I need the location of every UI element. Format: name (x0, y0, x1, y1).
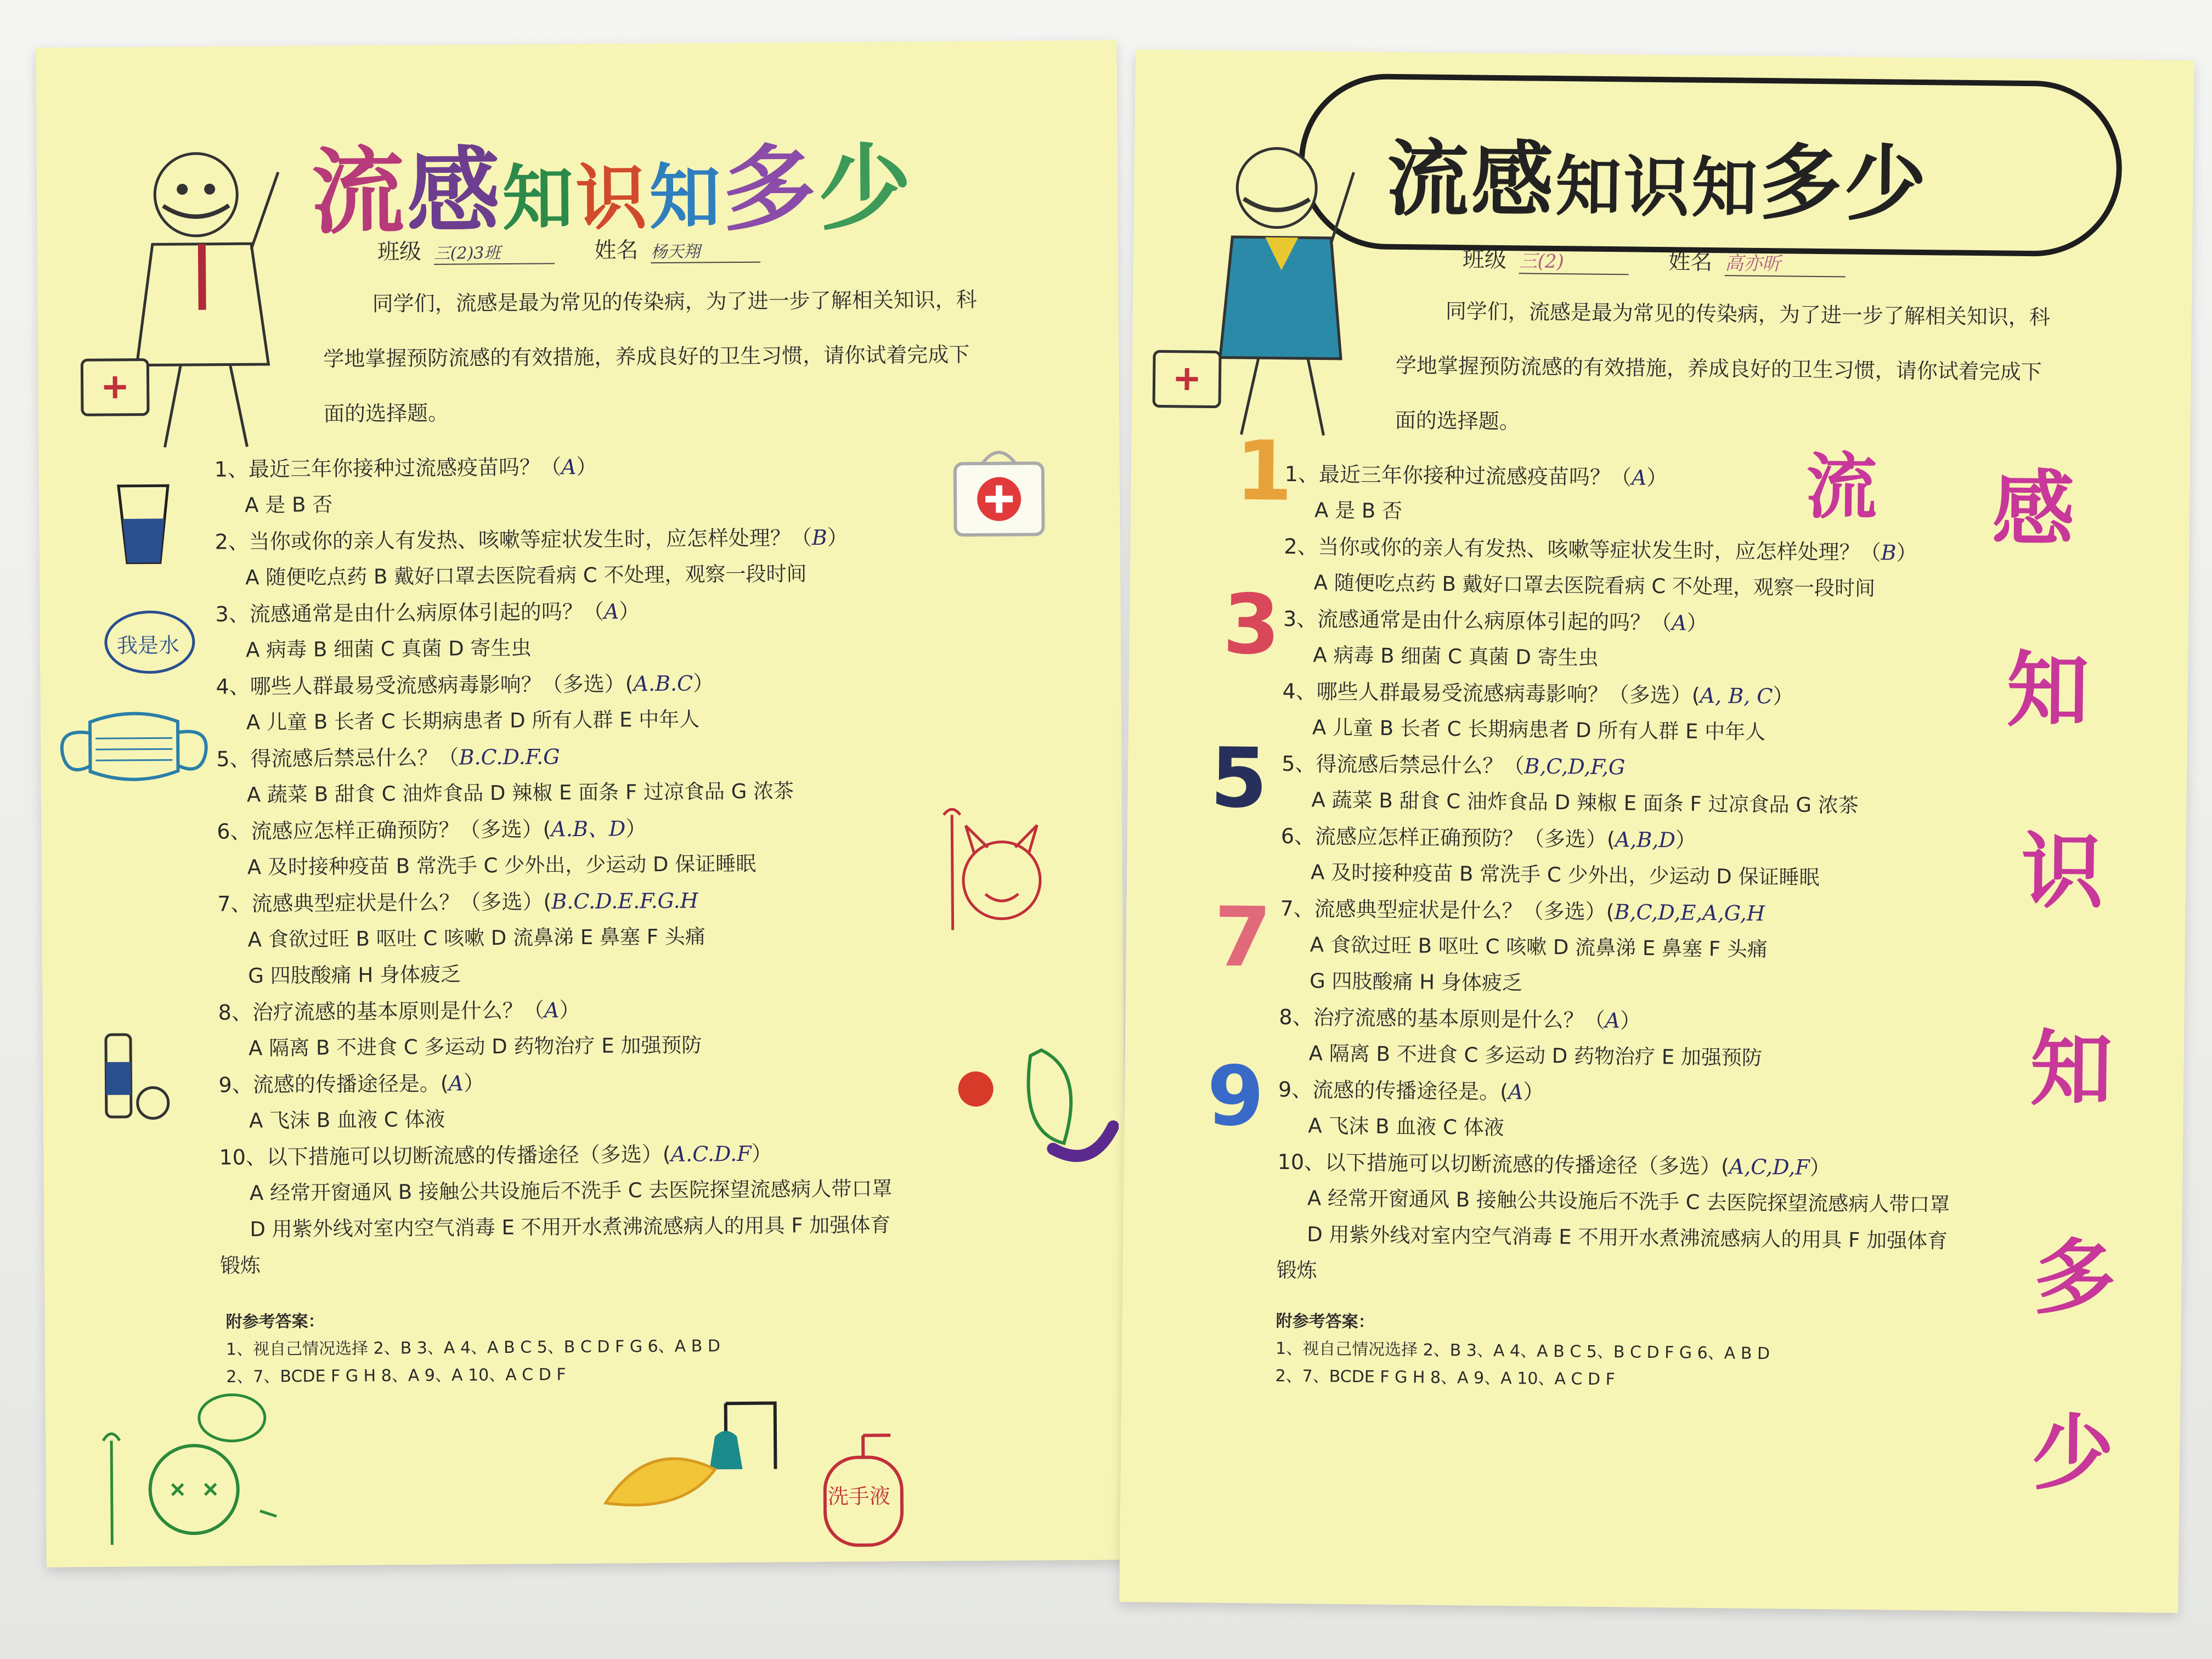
option-line: A 食欲过旺 B 呕吐 C 咳嗽 D 流鼻涕 E 鼻塞 F 头痛 (1310, 933, 1768, 962)
question-end: ） (827, 525, 848, 550)
intro-line: 学地掌握预防流感的有效措施，养成良好的卫生习惯，请你试着完成下 (1395, 353, 2042, 385)
title-char: 识 (1623, 149, 1692, 227)
handwritten-answer[interactable]: B,C,D,F,G (1524, 754, 1626, 780)
handwritten-answer[interactable]: A (1605, 1008, 1621, 1033)
handwritten-answer[interactable]: B (811, 525, 827, 550)
question-text (215, 450, 597, 483)
side-number: 7 (1214, 889, 1272, 986)
question-text (1285, 457, 1668, 491)
question-stem: 2、当你或你的亲人有发热、咳嗽等症状发生时，应怎样处理？（ (215, 526, 812, 554)
option-line: A 经常开窗通风 B 接触公共设施后不洗手 C 去医院探望流感病人带口罩 (1307, 1186, 1950, 1217)
question-stem: 10、以下措施可以切断流感的传播途径（多选）( (1277, 1149, 1730, 1179)
option-line: D 用紫外线对室内空气消毒 E 不用开水煮沸流感病人的用具 F 加强体育 (1307, 1222, 1948, 1253)
question-stem: 8、治疗流感的基本原则是什么？（ (1279, 1005, 1605, 1033)
question-stem: 9、流感的传播途径是。( (1278, 1077, 1509, 1104)
side-number: 9 (1206, 1048, 1265, 1145)
question-text (216, 666, 714, 699)
handwritten-answer[interactable]: A,C,D,F (1729, 1154, 1810, 1180)
handwritten-answer[interactable]: B.C.D.E.F.G.H (551, 888, 698, 914)
intro-line: 面的选择题。 (1395, 408, 1521, 434)
question-end: ） (1646, 465, 1668, 490)
page-title (1386, 112, 1929, 236)
title-char: 识 (575, 156, 650, 240)
option-line: A 及时接种疫苗 B 常洗手 C 少外出，少运动 D 保证睡眠 (1310, 860, 1820, 890)
name-value[interactable]: 高亦昕 (1725, 248, 1846, 277)
vertical-char: 少 (2031, 1406, 2115, 1502)
handwritten-answer[interactable]: A (561, 455, 577, 479)
option-line: A 儿童 B 长者 C 长期病患者 D 所有人群 E 中年人 (246, 707, 700, 735)
question-text (215, 521, 848, 555)
option-line: A 儿童 B 长者 C 长期病患者 D 所有人群 E 中年人 (1312, 715, 1766, 744)
question-end: ） (463, 1071, 485, 1096)
question-end: ） (1896, 540, 1917, 565)
intro-line: 同学们，流感是最为常见的传染病，为了进一步了解相关知识，科 (1445, 298, 2051, 330)
name-value[interactable]: 杨天翔 (651, 238, 760, 263)
title-char: 知 (501, 156, 576, 240)
answers-line: 2、7、BCDE F G H 8、A 9、A 10、A C D F (1275, 1366, 1616, 1390)
question-text (1279, 1000, 1641, 1034)
title-char: 知 (648, 155, 723, 240)
class-value[interactable]: 三(2)3班 (434, 239, 555, 265)
handwritten-answer[interactable]: A.C.D.F (670, 1141, 752, 1166)
question-stem: 7、流感典型症状是什么？（多选）( (217, 889, 552, 916)
vertical-char: 流 (1805, 444, 1878, 529)
question-text (1280, 891, 1765, 927)
option-line: A 食欲过旺 B 呕吐 C 咳嗽 D 流鼻涕 E 鼻塞 F 头痛 (247, 924, 706, 952)
answers-title: 附参考答案： (225, 1312, 325, 1332)
doctor-doodle (1148, 126, 1370, 447)
vertical-char: 感 (1991, 461, 2075, 558)
option-line: A 是 B 否 (245, 493, 333, 517)
question-stem: 6、流感应怎样正确预防？（多选）( (217, 817, 551, 844)
name-label: 姓名 (1668, 249, 1713, 275)
handwritten-answer[interactable]: A.B.C (633, 671, 693, 696)
question-end: ） (1773, 684, 1794, 709)
bubble-text: 我是水 (116, 633, 180, 658)
option-line: A 随便吃点药 B 戴好口罩去医院看病 C 不处理，观察一段时间 (245, 562, 807, 590)
title-char: 流 (311, 138, 407, 247)
class-value[interactable]: 三(2) (1519, 246, 1629, 275)
question-text (1283, 602, 1708, 636)
option-line: G 四肢酸痛 H 身体疲乏 (248, 962, 461, 988)
question-text (1282, 674, 1793, 710)
name-label: 姓名 (594, 238, 639, 263)
question-stem: 4、哪些人群最易受流感病毒影响？（多选）( (216, 672, 634, 699)
class-label: 班级 (1462, 247, 1507, 273)
vertical-char: 知 (2029, 1022, 2113, 1118)
option-line: 锻炼 (219, 1254, 261, 1278)
question-text (216, 740, 560, 772)
handwritten-answer[interactable]: A (1508, 1080, 1523, 1104)
handwritten-answer[interactable]: A (1671, 611, 1687, 635)
question-end: ） (625, 816, 647, 841)
option-line: A 隔离 B 不进食 C 多运动 D 药物治疗 E 加强预防 (248, 1033, 702, 1060)
class-label: 班级 (377, 239, 422, 265)
option-line: A 隔离 B 不进食 C 多运动 D 药物治疗 E 加强预防 (1308, 1041, 1763, 1070)
soap-text: 洗手液 (827, 1484, 890, 1509)
intro-line: 学地掌握预防流感的有效措施，养成良好的卫生习惯，请你试着完成下 (323, 342, 970, 371)
question-end: ） (576, 454, 597, 479)
question-text (1277, 1145, 1831, 1181)
answers-line: 1、视自己情况选择 2、B 3、A 4、A B C 5、B C D F G 6、A B D (225, 1336, 721, 1359)
question-stem: 5、得流感后禁忌什么？（ (1282, 751, 1525, 778)
option-line: A 蔬菜 B 甜食 C 油炸食品 D 辣椒 E 面条 F 过凉食品 G 浓茶 (1311, 788, 1859, 817)
title-char: 流 (1386, 131, 1472, 228)
handwritten-answer[interactable]: A (448, 1071, 464, 1096)
handwritten-answer[interactable]: A (603, 599, 619, 624)
option-line: D 用紫外线对室内空气消毒 E 不用开水煮沸流感病人的用具 F 加强体育 (250, 1213, 891, 1242)
question-stem: 6、流感应怎样正确预防？（多选）( (1280, 823, 1616, 852)
question-text (1284, 529, 1917, 566)
handwritten-answer[interactable]: A (544, 998, 560, 1023)
question-stem: 3、流感通常是由什么病原体引起的吗？（ (1283, 606, 1672, 635)
tap-doodle (594, 1392, 804, 1536)
question-end: ） (692, 671, 714, 696)
handwritten-answer[interactable]: A,B,D (1615, 827, 1676, 853)
handwritten-answer[interactable]: B (1881, 540, 1897, 565)
cup-doodle (110, 480, 177, 568)
doctor-doodle (69, 128, 307, 459)
option-line: A 是 B 否 (1314, 498, 1403, 523)
title-char: 知 (1555, 149, 1624, 226)
question-stem: 4、哪些人群最易受流感病毒影响？（多选）( (1282, 679, 1700, 708)
title-char: 知 (1691, 150, 1760, 227)
option-line: A 及时接种疫苗 B 常洗手 C 少外出，少运动 D 保证睡眠 (247, 851, 757, 879)
option-line: A 病毒 B 细菌 C 真菌 D 寄生虫 (245, 636, 532, 662)
question-end: ） (1686, 611, 1708, 635)
intro-line: 同学们，流感是最为常见的传染病，为了进一步了解相关知识，科 (372, 287, 977, 316)
question-stem: 8、治疗流感的基本原则是什么？（ (218, 998, 544, 1025)
vertical-char: 识 (2021, 823, 2104, 921)
question-end: ） (1809, 1155, 1831, 1180)
answers-line: 1、视自己情况选择 2、B 3、A 4、A B C 5、B C D F G 6、A B D (1275, 1339, 1770, 1364)
question-text (1281, 819, 1697, 854)
side-number: 1 (1234, 423, 1294, 520)
question-text (1282, 747, 1626, 781)
side-number: 5 (1210, 730, 1268, 827)
left-worksheet (36, 40, 1127, 1567)
side-number: 3 (1222, 577, 1281, 673)
handwritten-answer[interactable]: B.C.D.F.G (459, 744, 560, 770)
question-text (218, 1066, 484, 1098)
right-worksheet (1119, 49, 2194, 1613)
question-text (218, 993, 580, 1026)
question-text (219, 1137, 772, 1171)
question-text (217, 811, 646, 844)
option-line: G 四肢酸痛 H 身体疲乏 (1309, 969, 1523, 995)
intro-line: 面的选择题。 (323, 400, 449, 426)
question-end: ） (1675, 828, 1697, 853)
question-text (215, 594, 640, 627)
vegetables-doodle (953, 1028, 1119, 1193)
mask-doodle (52, 705, 217, 794)
question-end: ） (1523, 1080, 1544, 1104)
title-char: 感 (1470, 132, 1556, 229)
title-char: 多 (722, 134, 819, 245)
question-stem: 9、流感的传播途径是。( (218, 1071, 449, 1097)
handwritten-answer[interactable]: B,C,D,E,A,G,H (1614, 900, 1765, 926)
question-stem: 5、得流感后禁忌什么？（ (216, 745, 459, 771)
handwritten-answer[interactable]: A.B、D (551, 816, 626, 842)
devil-doodle (941, 803, 1063, 947)
question-stem: 1、最近三年你接种过流感疫苗吗？（ (1284, 461, 1632, 490)
question-stem: 10、以下措施可以切断流感的传播途径（多选）( (219, 1142, 671, 1170)
question-end: ） (619, 599, 640, 624)
question-text (217, 884, 698, 917)
option-line: 锻炼 (1276, 1258, 1317, 1283)
option-line: A 随便吃点药 B 戴好口罩去医院看病 C 不处理，观察一段时间 (1313, 571, 1876, 601)
bottle-doodle (98, 1023, 175, 1122)
option-line: A 经常开窗通风 B 接触公共设施后不洗手 C 去医院探望流感病人带口罩 (249, 1177, 893, 1205)
option-line: A 飞沫 B 血液 C 体液 (1308, 1114, 1504, 1140)
title-char: 少 (1843, 136, 1929, 233)
handwritten-answer[interactable]: A, B, C (1700, 683, 1773, 709)
question-end: ） (1620, 1008, 1641, 1033)
option-line: A 蔬菜 B 甜食 C 油炸食品 D 辣椒 E 面条 F 过凉食品 G 浓茶 (246, 779, 794, 807)
vertical-char: 知 (2006, 642, 2090, 740)
vertical-char: 多 (2033, 1230, 2117, 1327)
medicine-box-doodle (944, 436, 1054, 546)
answers-line: 2、7、BCDE F G H 8、A 9、A 10、A C D F (226, 1365, 566, 1387)
option-line: A 病毒 B 细菌 C 真菌 D 寄生虫 (1313, 643, 1599, 670)
title-char: 感 (406, 137, 503, 247)
title-char: 多 (1759, 135, 1845, 232)
germ-doodle (100, 1385, 287, 1550)
page-title (311, 113, 914, 252)
question-stem: 1、最近三年你接种过流感疫苗吗？（ (214, 455, 562, 482)
option-line: A 飞沫 B 血液 C 体液 (249, 1107, 445, 1133)
question-end: ） (559, 998, 580, 1023)
question-text (1278, 1073, 1544, 1105)
question-stem: 7、流感典型症状是什么？（多选）( (1280, 896, 1615, 924)
title-char: 少 (817, 134, 914, 244)
handwritten-answer[interactable]: A (1631, 465, 1647, 490)
question-stem: 2、当你或你的亲人有发热、咳嗽等症状发生时，应怎样处理？（ (1284, 534, 1881, 565)
question-stem: 3、流感通常是由什么病原体引起的吗？（ (215, 599, 604, 627)
question-end: ） (751, 1141, 772, 1166)
answers-title: 附参考答案： (1276, 1311, 1375, 1332)
